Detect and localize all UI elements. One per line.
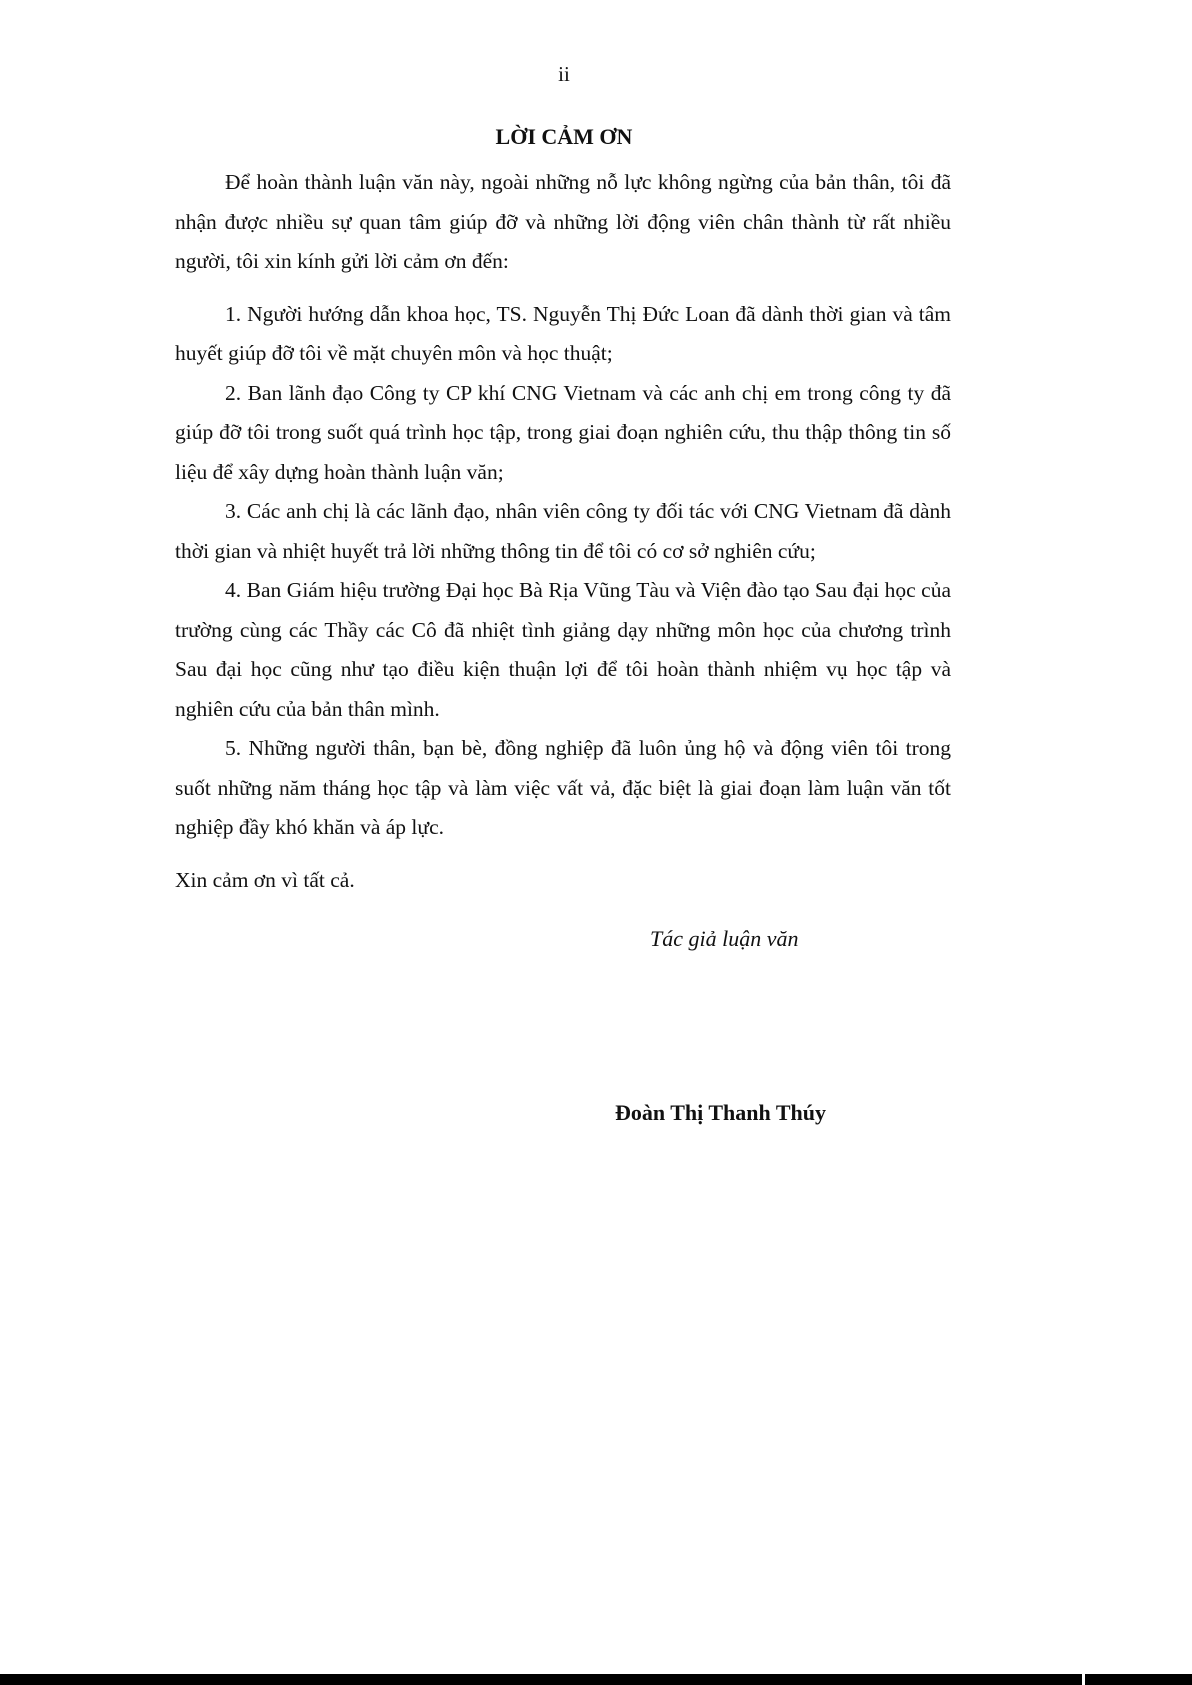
author-name: Đoàn Thị Thanh Thúy <box>615 1100 826 1125</box>
page-title: LỜI CẢM ƠN <box>495 124 633 149</box>
acknowledgement-item-2: 2. Ban lãnh đạo Công ty CP khí CNG Vietnam và các anh chị em trong công ty đã giúp đỡ tôi trong suốt quá trình học tập, trong giai đoạn nghiên cứu, thu thập thông tin số liệu để xây dựng hoàn thành luận văn; <box>175 380 951 484</box>
bottom-edge-gap <box>1082 1674 1085 1685</box>
bottom-edge-bar <box>0 1674 1192 1685</box>
acknowledgement-body <box>175 163 951 900</box>
acknowledgement-item-1: 1. Người hướng dẫn khoa học, TS. Nguyễn Thị Đức Loan đã dành thời gian và tâm huyết giúp đỡ tôi về mặt chuyên môn và học thuật; <box>175 301 951 365</box>
acknowledgement-item-3: 3. Các anh chị là các lãnh đạo, nhân viên công ty đối tác với CNG Vietnam đã dành thời gian và nhiệt huyết trả lời những thông tin để tôi có cơ sở nghiên cứu; <box>175 499 951 563</box>
closing-line: Xin cảm ơn vì tất cả. <box>175 867 355 892</box>
page-number: ii <box>558 62 570 86</box>
acknowledgement-item-4: 4. Ban Giám hiệu trường Đại học Bà Rịa Vũng Tàu và Viện đào tạo Sau đại học của trường cùng các Thầy các Cô đã nhiệt tình giảng dạy những môn học của chương trình Sau đại học cũng như tạo điều kiện thuận lợi để tôi hoàn thành nhiệm vụ học tập và nghiên cứu của bản thân mình. <box>175 578 951 721</box>
author-label: Tác giả luận văn <box>650 926 799 951</box>
intro-paragraph: Để hoàn thành luận văn này, ngoài những nỗ lực không ngừng của bản thân, tôi đã nhận được nhiều sự quan tâm giúp đỡ và những lời động viên chân thành từ rất nhiều người, tôi xin kính gửi lời cảm ơn đến: <box>175 170 951 273</box>
acknowledgement-item-5: 5. Những người thân, bạn bè, đồng nghiệp đã luôn ủng hộ và động viên tôi trong suốt những năm tháng học tập và làm việc vất vả, đặc biệt là giai đoạn làm luận văn tốt nghiệp đầy khó khăn và áp lực. <box>175 736 951 839</box>
